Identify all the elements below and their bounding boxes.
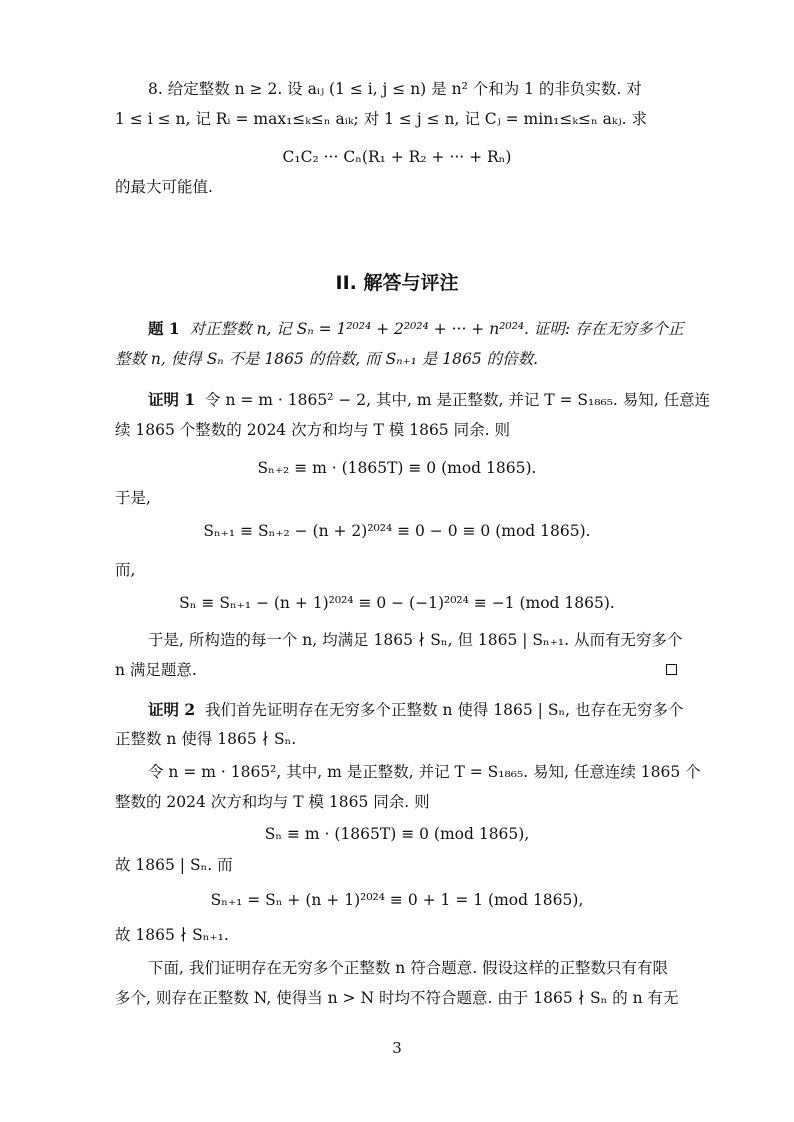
proof-1-equation-3: Sₙ ≡ Sₙ₊₁ − (n + 1)²⁰²⁴ ≡ 0 − (−1)²⁰²⁴ ≡ −1 (mod 1865). — [179, 594, 615, 612]
proof-1-so-2: 而, — [115, 561, 136, 579]
proof-1-conclusion-1: 于是, 所构造的每一个 n, 均满足 1865 ∤ Sₙ, 但 1865 | Sₙ₊₁. 从而有无穷多个 — [148, 631, 683, 649]
problem-8-formula: C₁C₂ ··· Cₙ(R₁ + R₂ + ··· + Rₙ) — [282, 148, 512, 166]
proof-1-conclusion-2: n 满足题意. — [115, 661, 197, 679]
proof-2-so-2: 故 1865 ∤ Sₙ₊₁. — [115, 926, 229, 944]
proof-2-equation-1: Sₙ ≡ m · (1865T) ≡ 0 (mod 1865), — [264, 825, 530, 843]
proof-2-line-3: 令 n = m · 1865², 其中, m 是正整数, 并记 T = S₁₈₆₅. 易知, 任意连续 1865 个 — [148, 763, 701, 781]
proof-1-label: 证明 1 — [148, 390, 196, 409]
proof-2-line-1 — [148, 702, 684, 719]
problem-8-line-3: 的最大可能值. — [115, 178, 213, 196]
problem-8-line-1: 8. 给定整数 n ≥ 2. 设 aᵢⱼ (1 ≤ i, j ≤ n) 是 n² 个和为 1 的非负实数. 对 — [148, 80, 642, 98]
proof-2-equation-2: Sₙ₊₁ = Sₙ + (n + 1)²⁰²⁴ ≡ 0 + 1 = 1 (mod 1865), — [210, 891, 584, 909]
proof-2-line-6: 多个, 则存在正整数 N, 使得当 n > N 时均不符合题意. 由于 1865 ∤ Sₙ 的 n 有无 — [115, 989, 679, 1007]
problem-1-line-2: 整数 n, 使得 Sₙ 不是 1865 的倍数, 而 Sₙ₊₁ 是 1865 的倍数. — [115, 350, 539, 368]
proof-1-line-2: 续 1865 个整数的 2024 次方和均与 T 模 1865 同余. 则 — [115, 421, 510, 439]
proof-2-label: 证明 2 — [148, 700, 196, 719]
proof-2-so-1: 故 1865 | Sₙ. 而 — [115, 856, 233, 874]
proof-2-line-2: 正整数 n 使得 1865 ∤ Sₙ. — [115, 730, 297, 748]
page-number: 3 — [392, 1039, 402, 1057]
qed-square-icon — [666, 664, 677, 675]
section-title: II. 解答与评注 — [335, 272, 459, 294]
proof-2-text-1: 我们首先证明存在无穷多个正整数 n 使得 1865 | Sₙ, 也存在无穷多个 — [205, 701, 684, 719]
problem-1-line-1 — [148, 321, 684, 338]
problem-1-text-1: 对正整数 n, 记 Sₙ = 1²⁰²⁴ + 2²⁰²⁴ + ··· + n²⁰²⁴. 证明: 存在无穷多个正 — [189, 320, 684, 338]
proof-1-equation-1: Sₙ₊₂ ≡ m · (1865T) ≡ 0 (mod 1865). — [257, 459, 537, 477]
proof-2-line-4: 整数的 2024 次方和均与 T 模 1865 同余. 则 — [115, 793, 430, 811]
proof-2-line-5: 下面, 我们证明存在无穷多个正整数 n 符合题意. 假设这样的正整数只有有限 — [148, 959, 669, 977]
proof-1-line-1 — [148, 392, 710, 409]
problem-8-line-2: 1 ≤ i ≤ n, 记 Rᵢ = max₁≤ₖ≤ₙ aᵢₖ; 对 1 ≤ j ≤ n, 记 Cⱼ = min₁≤ₖ≤ₙ aₖⱼ. 求 — [115, 110, 648, 128]
proof-1-equation-2: Sₙ₊₁ ≡ Sₙ₊₂ − (n + 2)²⁰²⁴ ≡ 0 − 0 ≡ 0 (mod 1865). — [203, 522, 591, 540]
problem-1-label: 题 1 — [148, 319, 180, 338]
proof-1-so-1: 于是, — [115, 489, 151, 507]
proof-1-text-1: 令 n = m · 1865² − 2, 其中, m 是正整数, 并记 T = S₁₈₆₅. 易知, 任意连 — [205, 391, 711, 409]
